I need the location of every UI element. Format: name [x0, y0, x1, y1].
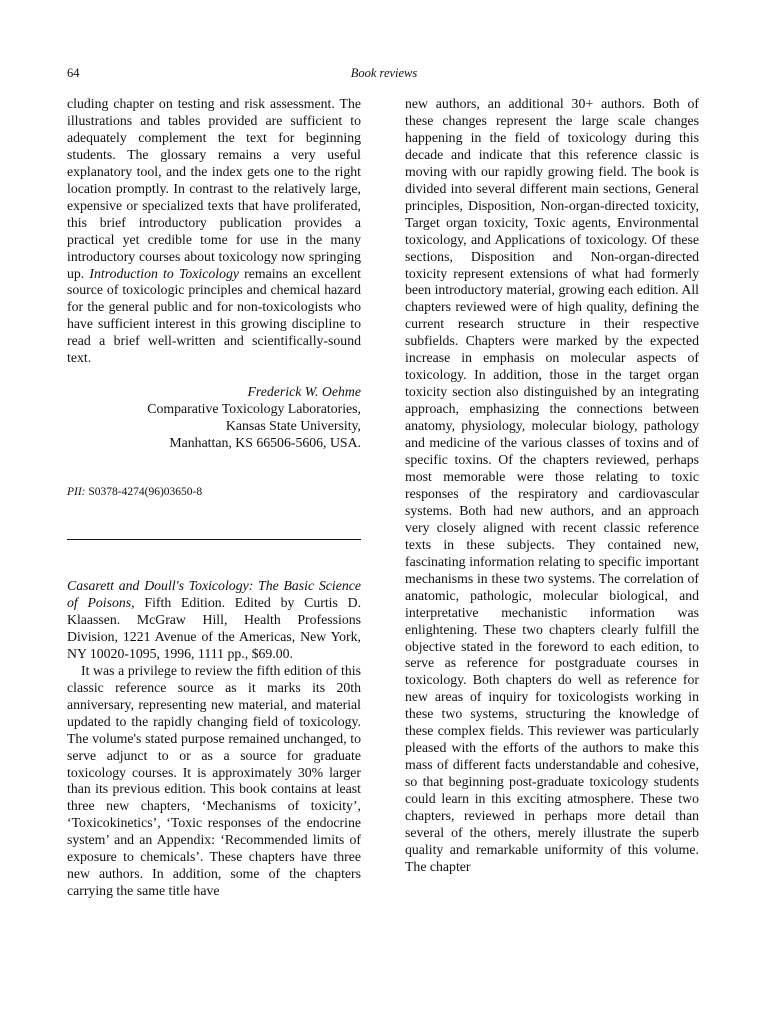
- right-column: [405, 96, 699, 876]
- review1-title-italic: Introduction to Toxicology: [89, 265, 239, 281]
- review1-body: [67, 96, 361, 367]
- review1-text: cluding chapter on testing and risk assessment. The illustrations and tables provided are sufficient to adequately complement the text for beginning students. The glossary remains a very useful explanatory tool, and the index gets one to the right location promptly. In contrast to the relatively large, expensive or specialized texts that have proliferated, this brief introductory publication provides a practical yet credible tome for use in the many introductory courses about toxicology now springing up.: [67, 96, 361, 281]
- review2-citation-rest: Fifth Edition. Edited by Curtis D. Klaassen. McGraw Hill, Health Professions Division, 1221 Avenue of the Americas, New York, NY 10020-1095, 1996, 1111 pp., $69.00.: [67, 594, 362, 661]
- pii-label: PII:: [67, 486, 86, 499]
- page-number: 64: [67, 66, 80, 80]
- reviewer-signature: [67, 384, 361, 452]
- affiliation-line-2: Kansas State University,: [225, 418, 361, 434]
- review2-para-right: new authors, an additional 30+ authors. Both of these changes represent the large scale changes happening in the field of toxicology during this decade and indicate that this reference classic is moving with our rapidly growing field. The book is divided into several different main sections, General principles, Disposition, Non-organ-directed toxicity, Target organ toxicity, Toxic agents, Environmental toxicology, and Applications of toxicology. Of these sections, Disposition and Non-organ-directed toxicity represent extensions of what had formerly been introductory material, growing each edition. All chapters reviewed were of high quality, defining the current research structure in their respective subfields. Chapters were marked by the expected increase in emphasis on molecular aspects of toxicology. In addition, those in the target organ toxicity section also distinguished by an integrating approach, emphasizing the connections between anatomy, physiology, molecular biology, pathology and medicine of the various classes of toxins and of specific toxins. Of the chapters reviewed, perhaps most memorable were those relating to toxic responses of the respiratory and cardiovascular systems. Both had new authors, and an approach very closely aligned with recent classic reference texts in these subjects. They contained new, fascinating information relating to specific important mechanisms in these two systems. The correlation of anatomic, pathologic, molecular biological, and interpretative mechanistic information was enlightening. These two chapters clearly fulfill the objective stated in the foreword to each edition, to serve as reference for postgraduate courses in toxicology. Both chapters do well as reference for new areas of inquiry for toxicologists working in these two systems, structuring the knowledge of these complex fields. This reviewer was particularly pleased with the efforts of the authors to make this mass of different facts understandable and cohesive, so that beginning post-graduate toxicology students could learn in this exciting atmosphere. These two chapters, reviewed in perhaps more detail than several of the others, merely illustrate the superb quality and remarkable uniformity of this volume. The chapter: [405, 96, 699, 874]
- review2-book-title: Casarett and Doull's Toxicology: The Basic Science of Poisons,: [67, 578, 361, 610]
- left-column: [67, 96, 361, 900]
- affiliation-line-1: Comparative Toxicology Laboratories,: [147, 401, 361, 417]
- review2-citation: [67, 578, 361, 663]
- affiliation-line-3: Manhattan, KS 66506-5606, USA.: [169, 435, 361, 451]
- pii-line: [67, 484, 361, 501]
- section-divider: [67, 539, 361, 540]
- review2-para-left: It was a privilege to review the fifth edition of this classic reference source as it marks its 20th anniversary, representing new material, and material updated to the rapidly changing field of toxicology. The volume's stated purpose remained unchanged, to serve adjunct to or as a source for graduate toxicology courses. It is approximately 30% larger than its previous edition. This book contains at least three new chapters, ‘Mechanisms of toxicity’, ‘Toxicokinetics’, ‘Toxic responses of the endocrine system’ and an Appendix: ‘Recommended limits of exposure to chemicals’. These chapters have three new authors. In addition, some of the chapters carrying the same title have: [67, 662, 361, 899]
- reviewer-name: Frederick W. Oehme: [247, 384, 361, 400]
- review1-text-after: remains an excellent source of toxicologic principles and chemical hazard for the general public and for non-toxicologists who have sufficient interest in this growing discipline to read a brief well-written and scientifically-sound text.: [67, 265, 361, 366]
- running-head: Book reviews: [350, 66, 418, 80]
- pii-value: S0378-4274(96)03650-8: [88, 486, 203, 499]
